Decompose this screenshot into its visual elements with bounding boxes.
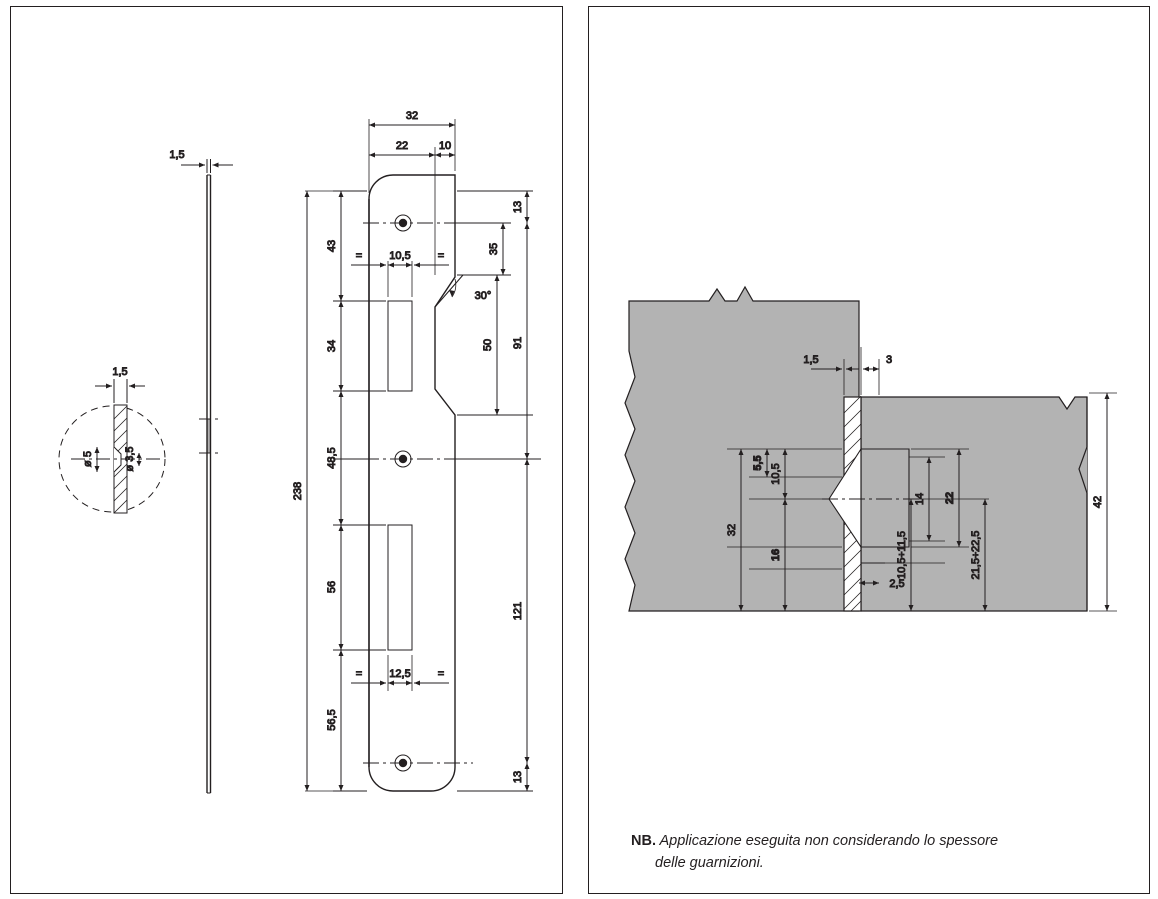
application-note [631,831,1121,875]
eq-mark-top-right: = [437,250,445,262]
dim-hole-outer: ø 5 [82,451,94,467]
dim-width-total: 32 [405,110,419,122]
dim-16: 16 [770,548,782,562]
dim-10-5: 10,5 [770,463,782,485]
dim-h-56: 56 [326,580,338,594]
dim-width-a: 22 [395,140,409,152]
right-drawing-panel [588,6,1150,894]
left-drawing-svg [11,7,560,891]
dim-22: 22 [944,491,956,505]
eq-mark-top-left: = [355,250,363,262]
dim-h-13-bottom: 13 [512,770,524,784]
dim-total-height: 238 [292,481,304,501]
dim-slot-width-bottom: 12,5 [389,668,411,680]
dim-10-5-11-5: 10,5÷11,5 [896,530,908,580]
dim-42: 42 [1092,495,1104,509]
right-drawing-svg [589,7,1147,891]
note-line-1: Applicazione eseguita non considerando lo spessore [659,833,999,849]
note-label: NB. [631,833,656,849]
dim-h-34: 34 [326,339,338,353]
dim-hole-inner: ø 3,5 [124,446,136,472]
dim-thickness-top: 1,5 [169,149,185,161]
eq-mark-bottom-right: = [437,668,445,680]
dim-h-121: 121 [512,601,524,621]
dim-h-50: 50 [482,338,494,352]
dim-h-48-5: 48,5 [326,447,338,469]
dim-gap-3: 3 [885,354,893,366]
dim-h-56-5: 56,5 [326,709,338,731]
dim-32: 32 [726,523,738,537]
note-line-2: delle guarnizioni. [655,854,764,871]
dim-width-b: 10 [438,140,452,152]
dim-gap-1-5: 1,5 [803,354,819,366]
dim-2-5: 2,5 [889,578,905,590]
dim-angle: 30° [474,290,492,302]
dim-14: 14 [914,492,926,506]
dim-detail-thickness: 1,5 [112,366,128,378]
dim-slot-width-top: 10,5 [389,250,411,262]
eq-mark-bottom-left: = [355,668,363,680]
dim-h-35: 35 [488,242,500,256]
dim-h-13-top: 13 [512,200,524,214]
left-drawing-panel [10,6,563,894]
dim-21-5-22-5: 21,5÷22,5 [970,530,982,580]
dim-h-43: 43 [326,239,338,253]
dim-5-5: 5,5 [752,455,764,471]
dim-h-91: 91 [512,336,524,350]
